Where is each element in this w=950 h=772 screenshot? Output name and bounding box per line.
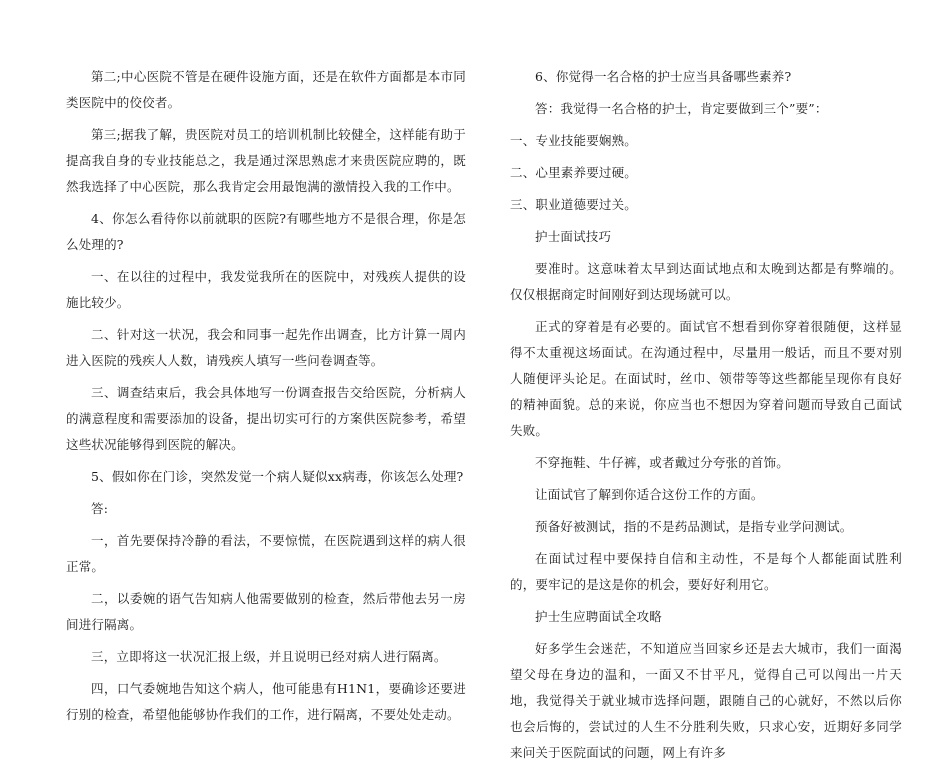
- section-heading: 护士面试技巧: [535, 229, 612, 244]
- paragraph: 四，口气委婉地告知这个病人，他可能患有H1N1，要确诊还要进行别的检查，希望他能够协作我们的工作，进行隔离，不要处处走动。: [66, 681, 466, 722]
- paragraph: 好多学生会迷茫，不知道应当回家乡还是去大城市，我们一面渴望父母在身边的温和，一面又不甘平凡，觉得自己可以闯出一片天地，我觉得关于就业城市选择问题，跟随自己的心就好，不然以后你也会后悔的，尝试过的人生不分胜利失败，只求心安，近期好多同学来问关于医院面试的问题，网上有许多: [510, 641, 902, 760]
- paragraph: 一，首先要保持冷静的看法，不要惊慌，在医院遇到这样的病人很正常。: [66, 533, 466, 574]
- answer-label: 答:: [91, 501, 109, 516]
- question-heading: 5、假如你在门诊，突然发觉一个病人疑似xx病毒，你该怎么处理?: [91, 469, 464, 484]
- paragraph: 正式的穿着是有必要的。面试官不想看到你穿着很随便，这样显得不太重视这场面试。在沟通过程中，尽量用一般话，而且不要对别人随便评头论足。在面试时，丝巾、领带等等这些都能呈现你有良好的精神面貌。总的来说，你应当也不想因为穿着问题而导致自己面试失败。: [510, 319, 902, 438]
- list-item: 一、专业技能要娴熟。: [510, 133, 638, 148]
- paragraph: 预备好被测试，指的不是药品测试，是指专业学问测试。: [535, 519, 853, 534]
- paragraph: 要准时。这意味着太早到达面试地点和太晚到达都是有弊端的。仅仅根据商定时间刚好到达现场就可以。: [510, 261, 902, 302]
- answer-paragraph: 答：我觉得一名合格的护士，肯定要做到三个”要”：: [535, 101, 828, 116]
- section-heading: 护士生应聘面试全攻略: [535, 609, 663, 624]
- question-heading: 4、你怎么看待你以前就职的医院?有哪些地方不是很合理，你是怎么处理的?: [66, 211, 466, 252]
- question-heading: 6、你觉得一名合格的护士应当具备哪些素养?: [535, 69, 792, 84]
- paragraph: 一、在以往的过程中，我发觉我所在的医院中，对残疾人提供的设施比较少。: [66, 269, 466, 310]
- left-column: [66, 64, 466, 734]
- paragraph: 二，以委婉的语气告知病人他需要做别的检查，然后带他去另一房间进行隔离。: [66, 591, 466, 632]
- paragraph: 三，立即将这一状况汇报上级，并且说明已经对病人进行隔离。: [91, 649, 447, 664]
- paragraph: 第二;中心医院不管是在硬件设施方面，还是在软件方面都是本市同类医院中的佼佼者。: [66, 69, 466, 110]
- list-item: 三、职业道德要过关。: [510, 197, 638, 212]
- paragraph: 三、调查结束后，我会具体地写一份调查报告交给医院，分析病人的满意程度和需要添加的设备，提出切实可行的方案供医院参考，希望这些状况能够得到医院的解决。: [66, 385, 466, 452]
- paragraph: 二、针对这一状况，我会和同事一起先作出调查，比方计算一周内进入医院的残疾人人数，请残疾人填写一些问卷调查等。: [66, 327, 466, 368]
- right-column: [510, 64, 902, 772]
- paragraph: 第三;据我了解，贵医院对员工的培训机制比较健全，这样能有助于提高我自身的专业技能总之，我是通过深思熟虑才来贵医院应聘的，既然我选择了中心医院，那么我肯定会用最饱满的激情投入我的工作中。: [66, 127, 466, 194]
- paragraph: 不穿拖鞋、牛仔裤，或者戴过分夸张的首饰。: [535, 455, 790, 470]
- list-item: 二、心里素养要过硬。: [510, 165, 638, 180]
- paragraph: 让面试官了解到你适合这份工作的方面。: [535, 487, 764, 502]
- paragraph: 在面试过程中要保持自信和主动性，不是每个人都能面试胜利的，要牢记的是这是你的机会，要好好利用它。: [510, 551, 902, 592]
